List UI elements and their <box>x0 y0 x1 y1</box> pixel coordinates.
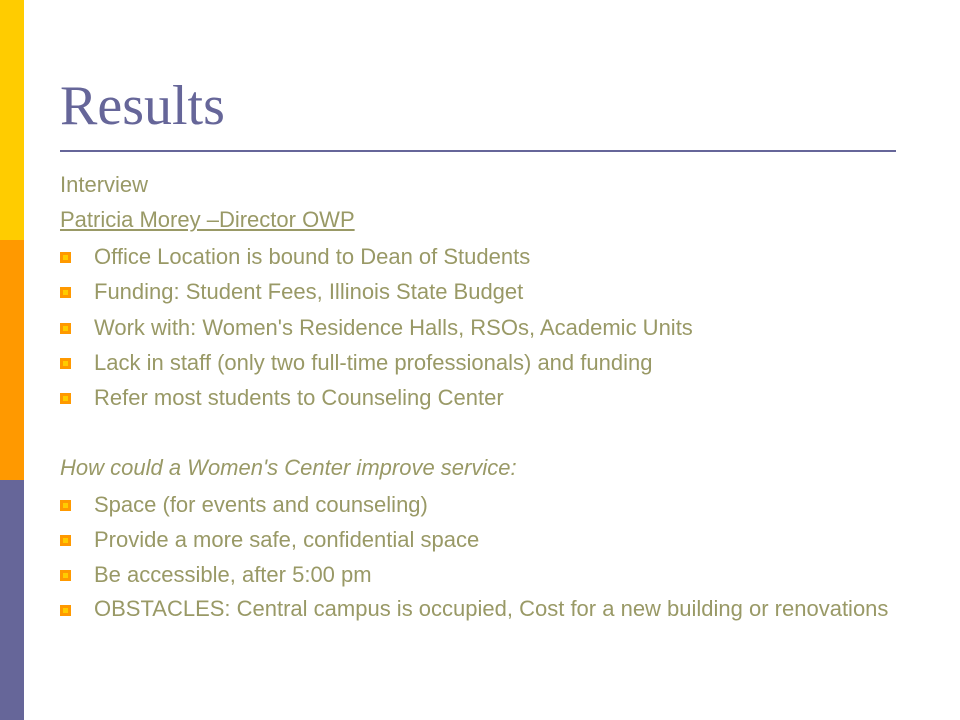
list-item-text: OBSTACLES: Central campus is occupied, Cost for a new building or renovations <box>94 596 889 621</box>
list-item-text: Refer most students to Counseling Center <box>94 385 504 410</box>
square-bullet-icon <box>60 535 71 546</box>
improve-heading: How could a Women's Center improve service: <box>60 455 517 480</box>
list-item-text: Lack in staff (only two full-time professionals) and funding <box>94 350 653 375</box>
list-item-text: Provide a more safe, confidential space <box>94 527 480 552</box>
interviewee-name: Patricia Morey –Director OWP <box>60 207 355 232</box>
list-item-text: Office Location is bound to Dean of Students <box>94 244 531 269</box>
list-item-text: Funding: Student Fees, Illinois State Budget <box>94 279 524 304</box>
square-bullet-icon <box>60 570 71 581</box>
side-bar-purple <box>0 480 24 720</box>
title-divider <box>60 150 896 152</box>
square-bullet-icon <box>60 358 71 369</box>
list-item-text: Work with: Women's Residence Halls, RSOs, Academic Units <box>94 315 693 340</box>
square-bullet-icon <box>60 605 71 616</box>
side-bar-orange <box>0 240 24 480</box>
side-bar-yellow <box>0 0 24 240</box>
square-bullet-icon <box>60 500 71 511</box>
slide-title: Results <box>60 75 225 137</box>
square-bullet-icon <box>60 323 71 334</box>
list-item-text: Be accessible, after 5:00 pm <box>94 562 372 587</box>
interview-label: Interview <box>60 172 149 197</box>
list-item-text: Space (for events and counseling) <box>94 492 428 517</box>
square-bullet-icon <box>60 252 71 263</box>
square-bullet-icon <box>60 393 71 404</box>
square-bullet-icon <box>60 287 71 298</box>
